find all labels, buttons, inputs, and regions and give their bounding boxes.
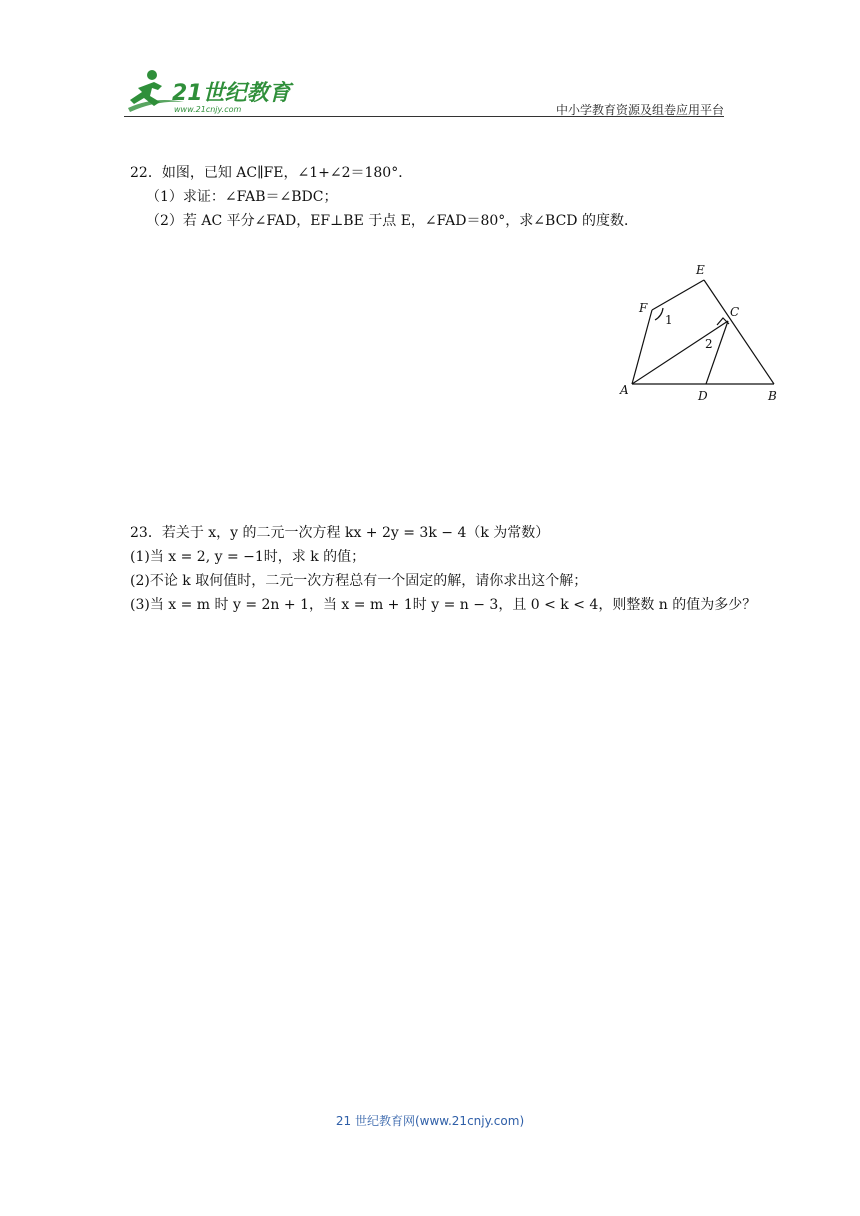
- header-divider: [124, 116, 724, 117]
- q23-part1: (1)当 x = 2, y = −1时，求 k 的值；: [130, 549, 366, 565]
- label-E: E: [696, 263, 705, 277]
- q22-part1: （1）求证：∠FAB＝∠BDC；: [146, 189, 338, 205]
- segment-CD: [706, 321, 728, 384]
- logo-text: 21世纪教育: [172, 81, 291, 106]
- segment-FE: [652, 280, 704, 310]
- label-angle-2: 2: [705, 337, 713, 351]
- label-F: F: [639, 301, 648, 315]
- label-A: A: [620, 383, 629, 397]
- platform-title: 中小学教育资源及组卷应用平台: [555, 103, 724, 117]
- q22-part2: （2）若 AC 平分∠FAD，EF⊥BE 于点 E，∠FAD＝80°，求∠BCD 的度数．: [146, 213, 638, 229]
- logo: [124, 66, 304, 120]
- label-D: D: [698, 389, 708, 403]
- label-B: B: [768, 389, 777, 403]
- footer-link[interactable]: 21 世纪教育网(www.21cnjy.com): [335, 1114, 525, 1128]
- q23-stem: 23．若关于 x，y 的二元一次方程 kx + 2y = 3k − 4（k 为常数）: [130, 525, 550, 541]
- label-C: C: [730, 305, 740, 319]
- label-angle-1: 1: [665, 313, 673, 327]
- q22-stem: 22．如图，已知 AC∥FE，∠1+∠2＝180°．: [130, 165, 413, 181]
- q23-part3: (3)当 x = m 时 y = 2n + 1，当 x = m + 1时 y = n − 3，且 0 < k < 4，则整数 n 的值为多少？: [130, 597, 757, 613]
- logo-url: www.21cnjy.com: [174, 105, 242, 114]
- geometry-figure: [612, 258, 788, 408]
- segment-EB: [704, 280, 774, 384]
- q23-part2: (2)不论 k 取何值时，二元一次方程总有一个固定的解，请你求出这个解；: [130, 573, 588, 589]
- angle-1-arc: [655, 308, 663, 320]
